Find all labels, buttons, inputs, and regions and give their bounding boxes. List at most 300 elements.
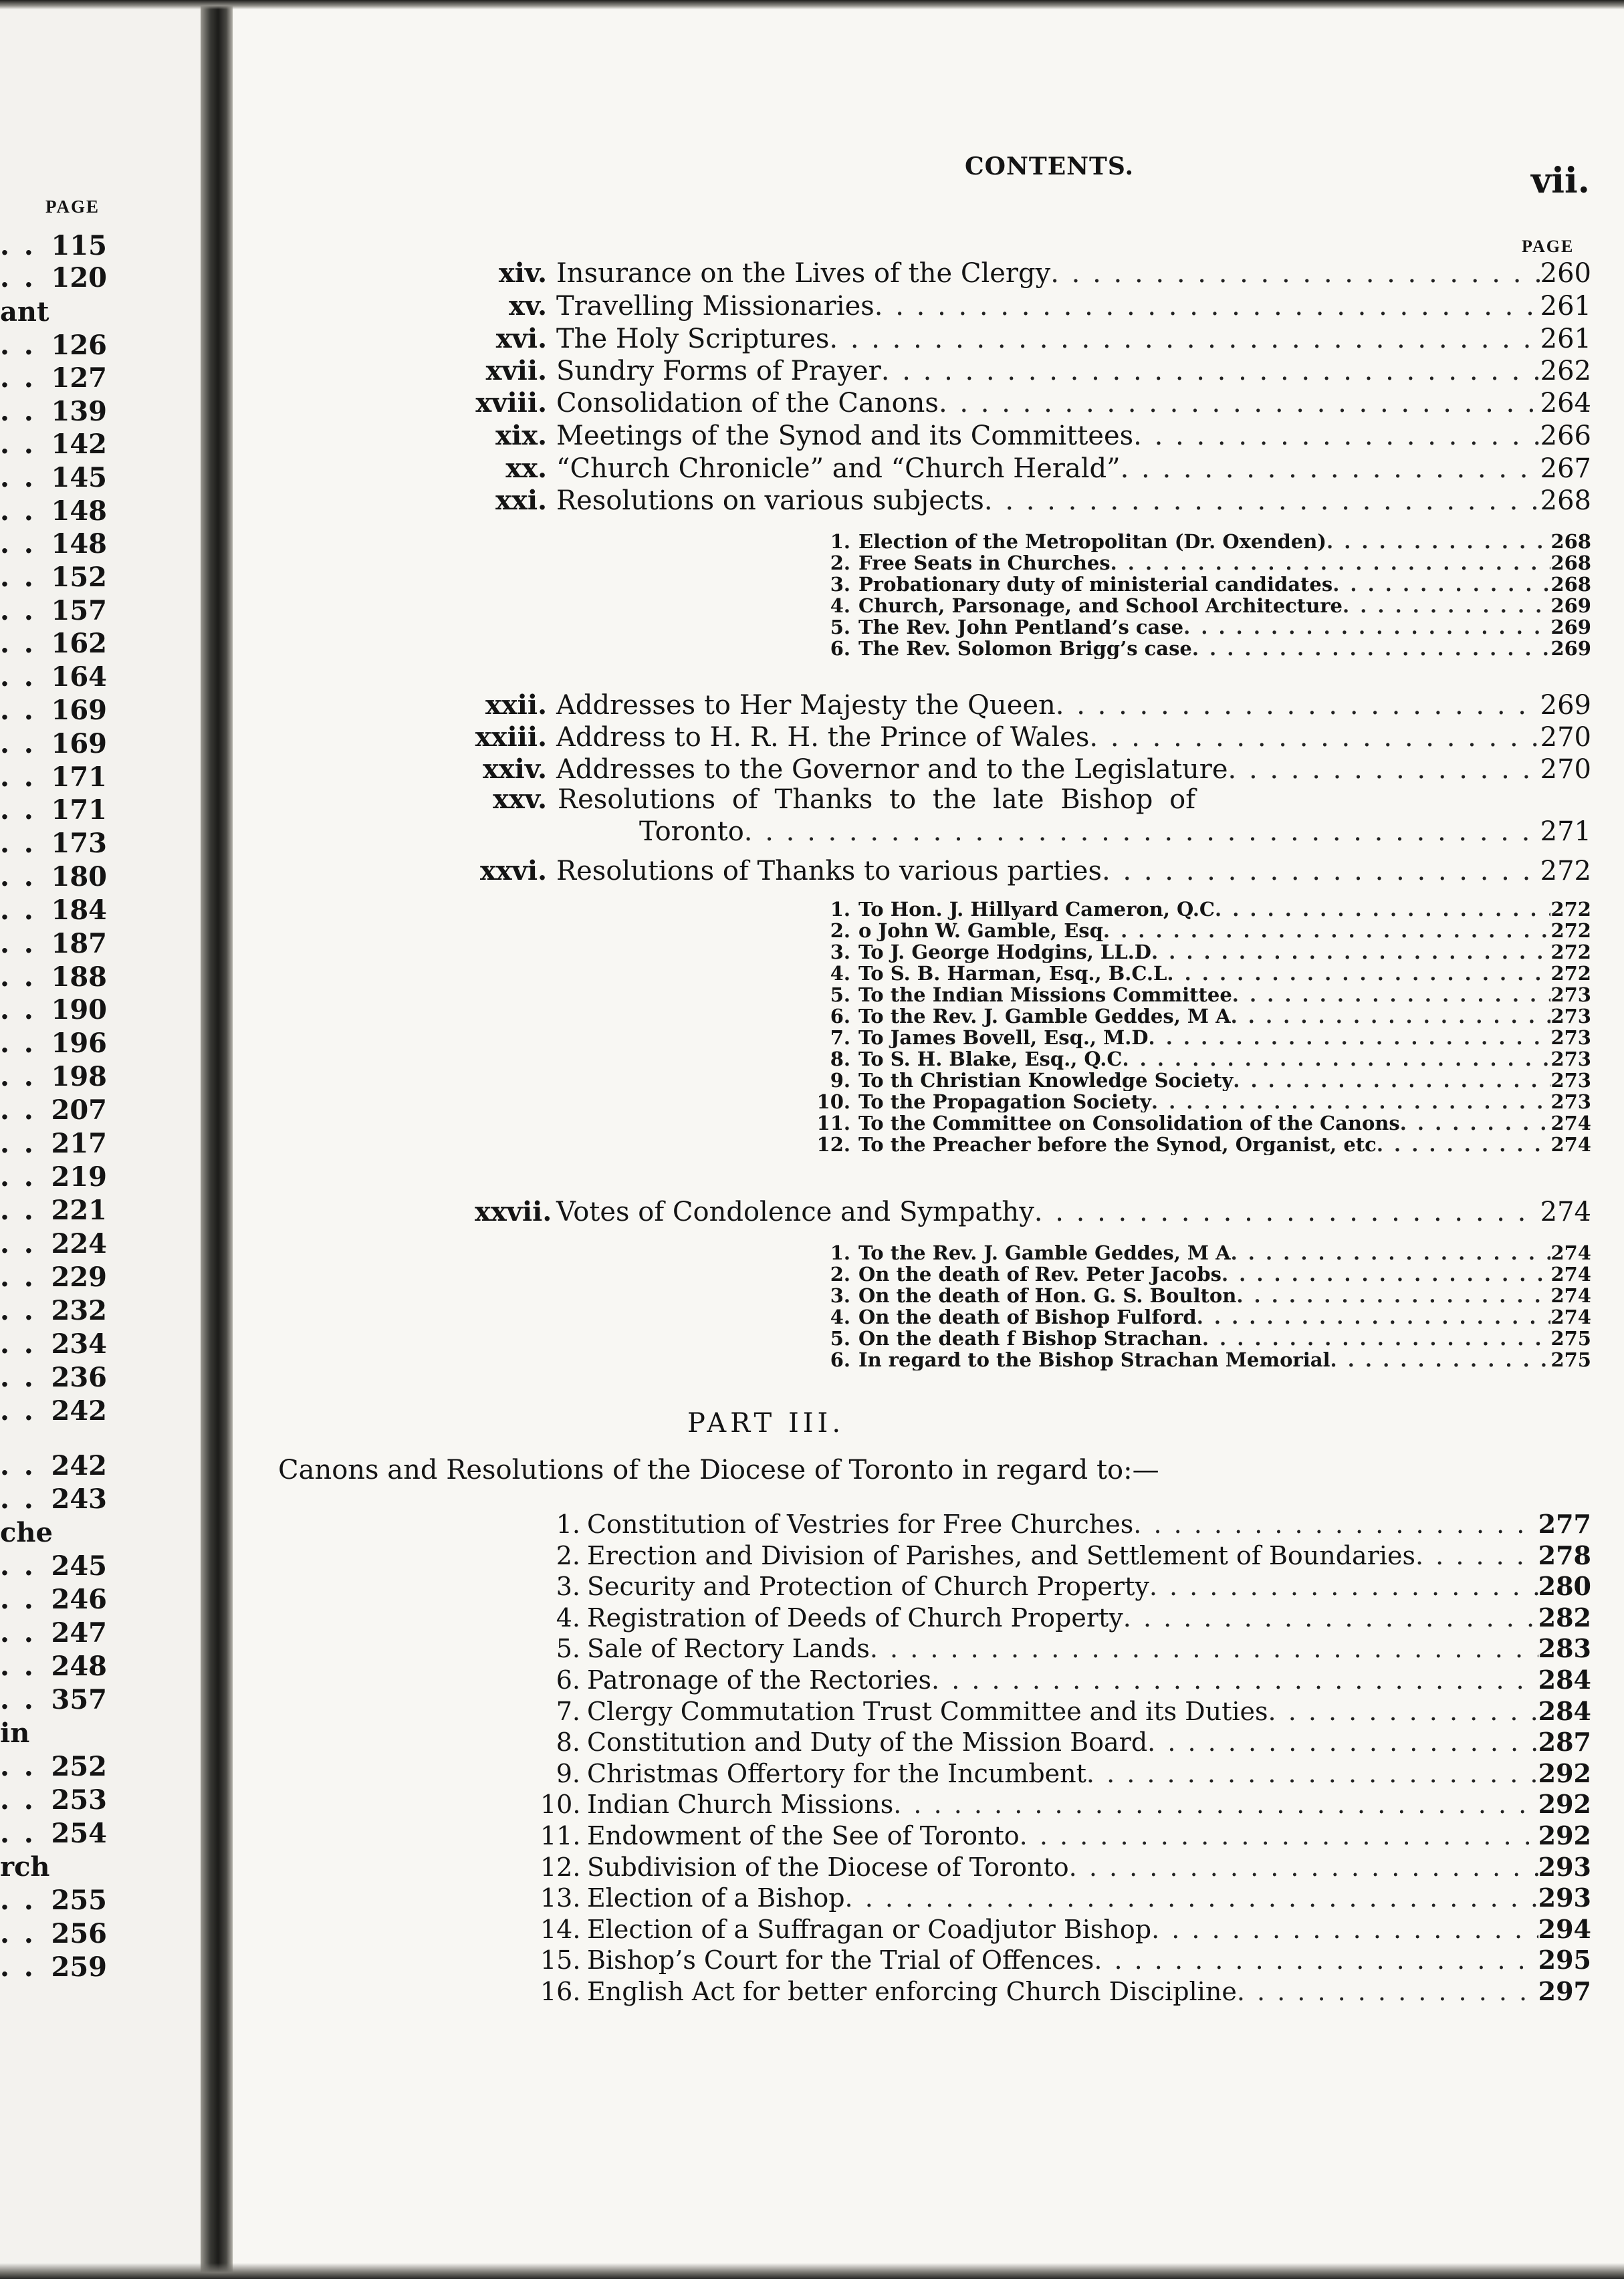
left-page-text-fragment: in xyxy=(0,1717,30,1749)
toc-entry-title: Election of a Suffragan or Coadjutor Bishop xyxy=(587,1915,1152,1944)
toc-entry-page: 274 xyxy=(1540,1197,1591,1227)
dot-leader xyxy=(881,354,1540,388)
left-page-number: 256 xyxy=(51,1918,107,1949)
toc-entry xyxy=(475,452,1591,485)
toc-entry xyxy=(475,721,1591,754)
left-page-number: 171 xyxy=(51,794,107,826)
toc-sub-entry xyxy=(809,1091,1591,1112)
dot-leader: . . xyxy=(0,728,36,759)
dot-leader xyxy=(1231,1242,1551,1264)
left-page-number: 184 xyxy=(51,894,107,926)
toc-entry-title: Erection and Division of Parishes, and Settlement of Boundaries xyxy=(587,1541,1416,1570)
left-page-number-row xyxy=(0,496,107,527)
dot-leader xyxy=(1326,531,1550,552)
toc-entry-title: Resolutions of Thanks to the late Bishop of xyxy=(558,784,1195,815)
left-page-number-row xyxy=(0,662,107,693)
left-page-number-row xyxy=(0,828,107,859)
left-page-number-row xyxy=(0,463,107,493)
toc-entry-page: 278 xyxy=(1538,1540,1591,1570)
toc-entry-number: 1. xyxy=(830,898,850,920)
toc-entry-page: 262 xyxy=(1540,356,1591,386)
toc-entry-page: 295 xyxy=(1538,1945,1591,1975)
toc-entry xyxy=(475,419,1591,453)
toc-entry-title: Constitution of Vestries for Free Churches xyxy=(587,1510,1134,1539)
toc-entry-page: 293 xyxy=(1538,1883,1591,1913)
toc-entry-title: Meetings of the Synod and its Committees xyxy=(556,421,1134,451)
left-page-number-row xyxy=(0,1584,107,1615)
toc-entry-number: 2. xyxy=(830,552,850,574)
dot-leader: . . xyxy=(0,894,36,926)
dot-leader: . . xyxy=(0,794,36,826)
toc-entry-page: 292 xyxy=(1538,1789,1591,1819)
toc-entry-number: 7. xyxy=(556,1697,580,1726)
dot-leader xyxy=(1377,1134,1551,1155)
toc-entry-title: On the death of Hon. G. S. Boulton xyxy=(858,1285,1237,1306)
dot-leader xyxy=(875,289,1540,323)
dot-leader: . . xyxy=(0,861,36,892)
toc-entry-page: 270 xyxy=(1540,754,1591,785)
toc-entry-page: 273 xyxy=(1550,984,1591,1005)
toc-entry-title: To the Indian Missions Committee xyxy=(858,984,1232,1005)
toc-sub-entry xyxy=(809,941,1591,963)
left-page-number: 145 xyxy=(51,462,107,493)
left-page-number-row xyxy=(0,529,107,560)
left-page-number: 229 xyxy=(51,1262,107,1293)
dot-leader xyxy=(893,1788,1538,1820)
dot-leader: . . xyxy=(0,1584,36,1615)
left-page-number: 253 xyxy=(51,1784,107,1816)
dot-leader xyxy=(1056,689,1540,722)
toc-entry-title: Sundry Forms of Prayer xyxy=(556,356,881,386)
left-page-number: 171 xyxy=(51,761,107,793)
left-page-number: 207 xyxy=(51,1094,107,1126)
toc-entry-title: To J. George Hodgins, LL.D xyxy=(858,941,1151,963)
toc-entry-title: English Act for better enforcing Church Discipline xyxy=(587,1977,1237,2006)
left-page-number-row xyxy=(0,1484,107,1515)
toc-entry-page: 280 xyxy=(1538,1571,1591,1601)
dot-leader xyxy=(1231,1005,1551,1027)
toc-sub-entry xyxy=(809,1027,1591,1048)
toc-sub-entry xyxy=(809,1112,1591,1134)
dot-leader: . . xyxy=(0,1094,36,1126)
dot-leader: . . xyxy=(0,1885,36,1916)
toc-entry-title: To Hon. J. Hillyard Cameron, Q.C xyxy=(858,898,1215,920)
toc-entry-title: To the Propagation Society xyxy=(858,1091,1151,1112)
left-page-number: 217 xyxy=(51,1128,107,1159)
toc-entry-number: 6. xyxy=(556,1665,580,1695)
dot-leader xyxy=(1332,574,1550,595)
left-page-number: 243 xyxy=(51,1483,107,1515)
toc-entry-number: xxv. xyxy=(493,784,547,815)
left-page-number-row xyxy=(0,895,107,926)
dot-leader xyxy=(1147,1726,1538,1758)
left-page-number: 196 xyxy=(51,1028,107,1059)
toc-entry-number: xvii. xyxy=(485,355,547,386)
dot-leader xyxy=(1151,1913,1538,1945)
toc-entry-title: Clergy Commutation Trust Committee and its Duties xyxy=(587,1697,1268,1726)
dot-leader xyxy=(1167,963,1550,984)
left-page-number: 180 xyxy=(51,861,107,892)
left-page-number: 248 xyxy=(51,1651,107,1682)
dot-leader: . . xyxy=(0,1450,36,1481)
left-page-number-row xyxy=(0,596,107,626)
toc-entry-title: Consolidation of the Canons xyxy=(556,388,939,418)
toc-entry-title: The Holy Scriptures xyxy=(556,324,830,354)
dot-leader: . . xyxy=(0,994,36,1026)
toc-entry-title: To th Christian Knowledge Society xyxy=(858,1070,1234,1091)
dot-leader xyxy=(939,386,1540,420)
toc-entry-title: Indian Church Missions xyxy=(587,1790,894,1819)
canon-entry xyxy=(540,1758,1591,1790)
left-page-number: 246 xyxy=(51,1584,107,1615)
toc-entry-title: Patronage of the Rectories xyxy=(587,1665,932,1695)
dot-leader: . . xyxy=(0,761,36,793)
toc-entry-number: 3. xyxy=(556,1572,580,1601)
dot-leader: . . xyxy=(0,1918,36,1949)
toc-entry-number: xviii. xyxy=(475,387,547,418)
dot-leader: . . xyxy=(0,1395,36,1427)
toc-entry xyxy=(475,753,1591,786)
toc-entry-page: 274 xyxy=(1550,1134,1591,1155)
toc-entry-title: The Rev. Solomon Brigg’s case xyxy=(858,638,1192,659)
toc-entry-number: 5. xyxy=(830,616,850,638)
left-page-number: 255 xyxy=(51,1885,107,1916)
left-page-number-row xyxy=(0,1062,107,1092)
toc-entry-number: 1. xyxy=(556,1510,580,1539)
left-page-number: 148 xyxy=(51,495,107,527)
toc-entry xyxy=(475,354,1591,388)
toc-entry-page: 273 xyxy=(1550,1005,1591,1027)
dot-leader xyxy=(1133,1508,1538,1540)
dot-leader xyxy=(1151,941,1550,963)
toc-entry-title: To the Preacher before the Synod, Organist, etc xyxy=(858,1134,1377,1155)
left-page-number: 232 xyxy=(51,1295,107,1326)
left-page-number-row xyxy=(0,1551,107,1582)
toc-entry-title: Insurance on the Lives of the Clergy xyxy=(556,258,1051,289)
dot-leader: . . xyxy=(0,1262,36,1293)
toc-entry-title: Resolutions of Thanks to various parties xyxy=(556,856,1102,886)
toc-sub-entry xyxy=(809,1242,1591,1264)
toc-entry-page: 268 xyxy=(1550,531,1591,552)
dot-leader: . . xyxy=(0,429,36,460)
toc-entry-number: 6. xyxy=(830,1005,850,1027)
left-page-number-row xyxy=(0,1618,107,1649)
dot-leader: . . xyxy=(0,595,36,626)
left-page-number-row xyxy=(0,1162,107,1193)
toc-entry-number: 8. xyxy=(556,1727,580,1757)
dot-leader: . . xyxy=(0,1483,36,1515)
bottom-edge-shadow xyxy=(0,2263,1624,2279)
left-page-number-row xyxy=(0,1195,107,1226)
toc-entry-title: To the Rev. J. Gamble Geddes, M A xyxy=(858,1005,1231,1027)
toc-entry-title: Election of a Bishop xyxy=(587,1883,845,1913)
dot-leader xyxy=(1151,1091,1551,1112)
toc-entry-page: 271 xyxy=(1540,816,1591,847)
toc-entry-number: xv. xyxy=(509,290,547,322)
left-page-number-row xyxy=(0,1885,107,1916)
dot-leader xyxy=(1222,1264,1550,1285)
toc-entry-title: Probationary duty of ministerial candidates xyxy=(858,574,1333,595)
dot-leader: . . xyxy=(0,1195,36,1226)
toc-entry-title: To James Bovell, Esq., M.D xyxy=(858,1027,1149,1048)
left-page-number: 198 xyxy=(51,1061,107,1092)
dot-leader xyxy=(1094,1944,1538,1976)
left-page-number-row xyxy=(0,762,107,793)
left-page-number-row xyxy=(0,962,107,993)
left-page-text-fragment: ant xyxy=(0,296,49,328)
toc-entry-number: 9. xyxy=(556,1759,580,1788)
dot-leader: . . xyxy=(0,262,36,293)
toc-entry-page: 275 xyxy=(1550,1328,1591,1349)
dot-leader xyxy=(870,1633,1538,1665)
dot-leader xyxy=(1415,1540,1538,1572)
left-page-number-row xyxy=(0,231,107,261)
page-number: vii. xyxy=(1531,160,1590,201)
left-page-number-row xyxy=(0,862,107,892)
toc-entry-title: On the death of Rev. Peter Jacobs xyxy=(858,1264,1222,1285)
dot-leader: . . xyxy=(0,1295,36,1326)
canon-entry xyxy=(540,1882,1591,1914)
dot-leader xyxy=(845,1882,1538,1914)
toc-sub-entry xyxy=(809,574,1591,595)
left-page-number-row xyxy=(0,1651,107,1682)
toc-sub-entry xyxy=(809,1306,1591,1328)
canon-entry xyxy=(540,1633,1591,1665)
dot-leader: . . xyxy=(0,1228,36,1260)
left-page-number-row xyxy=(0,929,107,959)
dot-leader xyxy=(1102,854,1540,888)
dot-leader xyxy=(1236,1285,1550,1306)
toc-entry-title: Church, Parsonage, and School Architecture xyxy=(858,595,1343,616)
left-page-number-row xyxy=(0,1329,107,1360)
toc-entry-title: The Rev. John Pentland’s case xyxy=(858,616,1184,638)
toc-entry-page: 273 xyxy=(1550,1091,1591,1112)
toc-entry-page: 266 xyxy=(1540,421,1591,451)
left-page-number: 169 xyxy=(51,728,107,759)
left-page-number: 148 xyxy=(51,528,107,560)
canon-entry xyxy=(540,1975,1591,2008)
dot-leader: . . xyxy=(0,462,36,493)
canon-entry xyxy=(540,1944,1591,1976)
toc-entry-number: 4. xyxy=(830,595,850,616)
left-page-number-row xyxy=(0,1028,107,1059)
left-page-number: 187 xyxy=(51,928,107,959)
toc-entry-number: xxiii. xyxy=(475,721,547,753)
toc-entry-number: 3. xyxy=(830,941,850,963)
toc-entry xyxy=(475,689,1591,722)
toc-sub-entry xyxy=(809,595,1591,616)
toc-entry-number: xvi. xyxy=(495,323,547,354)
dot-leader xyxy=(1215,898,1550,920)
toc-entry-number: 2. xyxy=(830,920,850,941)
left-page-number-row xyxy=(0,1752,107,1782)
toc-entry-page: 274 xyxy=(1550,1264,1591,1285)
toc-sub-entry xyxy=(809,552,1591,574)
left-page-number-row xyxy=(0,1451,107,1481)
dot-leader xyxy=(1149,1570,1538,1602)
toc-entry-page: 282 xyxy=(1538,1602,1591,1633)
toc-entry-page: 260 xyxy=(1540,258,1591,289)
dot-leader: . . xyxy=(0,661,36,693)
left-page-text-fragment: rch xyxy=(0,1851,50,1883)
toc-entry-title: To S. B. Harman, Esq., B.C.L xyxy=(858,963,1167,984)
dot-leader: . . xyxy=(0,628,36,659)
canon-entry xyxy=(540,1788,1591,1820)
toc-entry-title: Bishop’s Court for the Trial of Offences xyxy=(587,1945,1094,1975)
toc-entry-page: 272 xyxy=(1550,920,1591,941)
left-page-number: 164 xyxy=(51,661,107,693)
toc-entry-page: 275 xyxy=(1550,1349,1591,1370)
toc-entry-title: On the death f Bishop Strachan xyxy=(858,1328,1202,1349)
toc-entry-title: To the Committee on Consolidation of the Canons xyxy=(858,1112,1400,1134)
canon-entry xyxy=(540,1540,1591,1572)
toc-entry-page: 287 xyxy=(1538,1727,1591,1757)
dot-leader xyxy=(1050,257,1540,290)
left-page-number-row xyxy=(0,1818,107,1849)
dot-leader xyxy=(1237,1975,1538,2008)
toc-entry-page: 274 xyxy=(1550,1285,1591,1306)
toc-entry-number: 8. xyxy=(830,1048,850,1070)
toc-entry-page: 292 xyxy=(1538,1820,1591,1850)
toc-entry-number: 11. xyxy=(540,1821,581,1850)
dot-leader: . . xyxy=(0,1328,36,1360)
left-page-number: 252 xyxy=(51,1751,107,1782)
left-page-number-row xyxy=(0,1919,107,1949)
toc-sub-entry xyxy=(809,898,1591,920)
toc-entry-page: 272 xyxy=(1550,898,1591,920)
left-page-number-row xyxy=(0,1785,107,1816)
toc-entry-number: 1. xyxy=(830,1242,850,1264)
left-page-number-row xyxy=(0,795,107,826)
toc-entry xyxy=(475,854,1591,888)
dot-leader xyxy=(829,322,1540,356)
page-column-header: PAGE xyxy=(1522,237,1575,256)
left-page-number: 162 xyxy=(51,628,107,659)
toc-entry-title: Address to H. R. H. the Prince of Wales xyxy=(556,722,1090,753)
dot-leader: . . xyxy=(0,1684,36,1715)
left-page-number: 219 xyxy=(51,1161,107,1193)
left-page-number: 190 xyxy=(51,994,107,1026)
toc-entry-number: 11. xyxy=(816,1112,850,1134)
toc-sub-entry xyxy=(809,1070,1591,1091)
toc-entry-page: 270 xyxy=(1540,722,1591,753)
left-page-number: 242 xyxy=(51,1450,107,1481)
toc-entry-number: 2. xyxy=(556,1541,580,1570)
toc-entry-page: 261 xyxy=(1540,291,1591,322)
dot-leader xyxy=(1034,1195,1540,1229)
dot-leader xyxy=(1086,1758,1538,1790)
toc-entry-number: xix. xyxy=(495,420,547,451)
left-page-number: 242 xyxy=(51,1395,107,1427)
toc-entry-page: 293 xyxy=(1538,1852,1591,1882)
canon-entry xyxy=(540,1695,1591,1727)
part-intro: Canons and Resolutions of the Diocese of Toronto in regard to:— xyxy=(278,1455,1159,1485)
left-page-number: 120 xyxy=(51,262,107,293)
toc-entry-title: Subdivision of the Diocese of Toronto xyxy=(587,1852,1069,1882)
toc-entry-page: 274 xyxy=(1550,1306,1591,1328)
toc-entry-number: 4. xyxy=(830,1306,850,1328)
dot-leader: . . xyxy=(0,1617,36,1649)
toc-entry-number: 6. xyxy=(830,638,850,659)
toc-entry-number: 5. xyxy=(556,1634,580,1663)
left-page-number-row xyxy=(0,1685,107,1715)
canon-entry xyxy=(540,1570,1591,1602)
left-page-number: 139 xyxy=(51,396,107,427)
toc-entry-title: Free Seats in Churches xyxy=(858,552,1111,574)
left-page-number-row xyxy=(0,429,107,460)
left-page-number: 224 xyxy=(51,1228,107,1260)
toc-entry-page: 269 xyxy=(1550,595,1591,616)
toc-entry-page: 269 xyxy=(1540,690,1591,721)
dot-leader: . . xyxy=(0,396,36,427)
dot-leader xyxy=(1123,1602,1538,1634)
toc-entry-number: 10. xyxy=(816,1091,850,1112)
toc-entry-title: Votes of Condolence and Sympathy xyxy=(556,1197,1034,1227)
dot-leader xyxy=(1192,638,1551,659)
left-page-number: 127 xyxy=(51,362,107,394)
canon-entry xyxy=(540,1664,1591,1696)
dot-leader: . . xyxy=(0,528,36,560)
toc-entry xyxy=(475,257,1591,290)
toc-entry-number: 1. xyxy=(830,531,850,552)
toc-entry-page: 272 xyxy=(1540,856,1591,886)
dot-leader xyxy=(1149,1027,1551,1048)
left-page-number-row xyxy=(0,363,107,394)
left-page-column-header: PAGE xyxy=(45,197,100,217)
dot-leader xyxy=(1089,721,1540,754)
toc-sub-entry xyxy=(809,1349,1591,1370)
dot-leader xyxy=(1232,984,1551,1005)
toc-entry-page: 269 xyxy=(1550,638,1591,659)
left-page-number: 169 xyxy=(51,695,107,726)
toc-entry-page: 277 xyxy=(1538,1509,1591,1539)
dot-leader: . . xyxy=(0,1951,36,1983)
toc-entry xyxy=(475,1195,1591,1229)
toc-entry-number: xxii. xyxy=(485,689,547,721)
toc-sub-entry xyxy=(809,1285,1591,1306)
toc-entry-title-cont: Toronto xyxy=(639,816,744,847)
toc-entry-number: 4. xyxy=(830,963,850,984)
left-page-number-row xyxy=(0,995,107,1026)
left-page-number: 247 xyxy=(51,1617,107,1649)
toc-entry-title: In regard to the Bishop Strachan Memorial xyxy=(858,1349,1330,1370)
toc-entry-title: “Church Chronicle” and “Church Herald” xyxy=(556,453,1121,484)
top-edge-shadow xyxy=(0,0,1624,9)
left-page-number: 188 xyxy=(51,961,107,993)
toc-entry-page: 273 xyxy=(1550,1070,1591,1091)
toc-entry-number: xx. xyxy=(505,453,547,484)
toc-entry-title: To the Rev. J. Gamble Geddes, M A xyxy=(858,1242,1231,1264)
dot-leader xyxy=(1202,1328,1551,1349)
toc-entry-page: 274 xyxy=(1550,1112,1591,1134)
toc-entry-page: 272 xyxy=(1550,941,1591,963)
left-page-number-row xyxy=(0,729,107,759)
toc-entry-number: xxi. xyxy=(495,485,547,516)
dot-leader: . . xyxy=(0,1161,36,1193)
toc-entry-title: Election of the Metropolitan (Dr. Oxenden) xyxy=(858,531,1326,552)
dot-leader xyxy=(1069,1851,1538,1883)
left-page-number: 259 xyxy=(51,1951,107,1983)
left-page-number: 173 xyxy=(51,828,107,859)
page-title: CONTENTS. xyxy=(965,152,1135,181)
left-page-number-row xyxy=(0,1229,107,1260)
toc-entry-page: 268 xyxy=(1540,485,1591,516)
left-page-number: 126 xyxy=(51,330,107,361)
toc-entry-page: 272 xyxy=(1550,963,1591,984)
toc-entry-title: Endowment of the See of Toronto xyxy=(587,1821,1020,1850)
toc-entry-number: xiv. xyxy=(498,257,547,289)
toc-entry-page: 283 xyxy=(1538,1633,1591,1663)
